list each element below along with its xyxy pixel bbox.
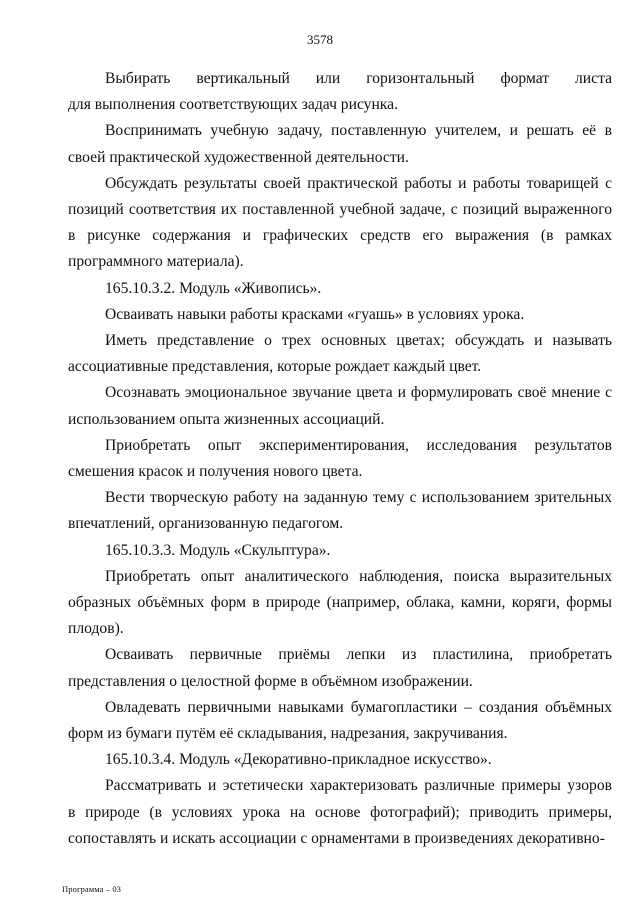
paragraph-line: сопоставлять и искать ассоциации с орнаментами в произведениях декоративно- [68, 829, 605, 847]
paragraph-line: представления о целостной форме в объёмном изображении. [68, 672, 473, 690]
paragraph: Приобретать опыт экспериментирования, исследования результатов смешения красок и получения нового цвета. [68, 436, 612, 481]
paragraph: 165.10.3.4. Модуль «Декоративно-прикладное искусство». [105, 751, 492, 769]
paragraph [68, 66, 612, 118]
paragraph-line: Выбирать вертикальный или горизонтальный формат листа [105, 70, 612, 87]
page-number: 3578 [307, 32, 333, 47]
paragraph: Воспринимать учебную задачу, поставленную учителем, и решать её в своей практической художественной деятельности. [68, 122, 612, 166]
footer-label: Программа – 03 [62, 884, 122, 894]
paragraph-line: в природе (в условиях урока на основе фотографий); приводить примеры, [68, 803, 612, 821]
paragraph-line: Рассматривать и эстетически характеризовать различные примеры узоров [105, 777, 612, 795]
paragraph [68, 773, 612, 852]
paragraph: Осознавать эмоциональное звучание цвета и формулировать своё мнение с использованием опыта жизненных ассоциаций. [68, 384, 612, 428]
paragraph: Осваивать навыки работы красками «гуашь» в условиях урока. [105, 305, 525, 323]
paragraph: 165.10.3.3. Модуль «Скульптура». [105, 541, 331, 559]
paragraph: 165.10.3.2. Модуль «Живопись». [105, 279, 322, 297]
paragraph: Приобретать опыт аналитического наблюдения, поиска выразительных образных объёмных форм в природе (например, облака, камни, коряги, формы плодов). [68, 567, 612, 638]
paragraph: Овладевать первичными навыками бумагопластики – создания объёмных форм из бумаги путём её складывания, надрезания, закручивания. [68, 698, 612, 743]
paragraph: Вести творческую работу на заданную тему с использованием зрительных впечатлений, организованную педагогом. [68, 489, 612, 533]
paragraph-line: для выполнения соответствующих задач рисунка. [68, 96, 398, 114]
document-body [68, 66, 612, 852]
paragraph: Иметь представление о трех основных цветах; обсуждать и называть ассоциативные представления, которые рождает каждый цвет. [68, 332, 612, 376]
paragraph [68, 642, 612, 694]
paragraph-line: Осваивать первичные приёмы лепки из пластилина, приобретать [105, 646, 612, 664]
paragraph: Обсуждать результаты своей практической работы и работы товарищей с позиций соответствия их поставленной учебной задаче, с позиций выраженного в рисунке содержания и графических средств его выражения (в рамках программного материала). [68, 174, 612, 271]
